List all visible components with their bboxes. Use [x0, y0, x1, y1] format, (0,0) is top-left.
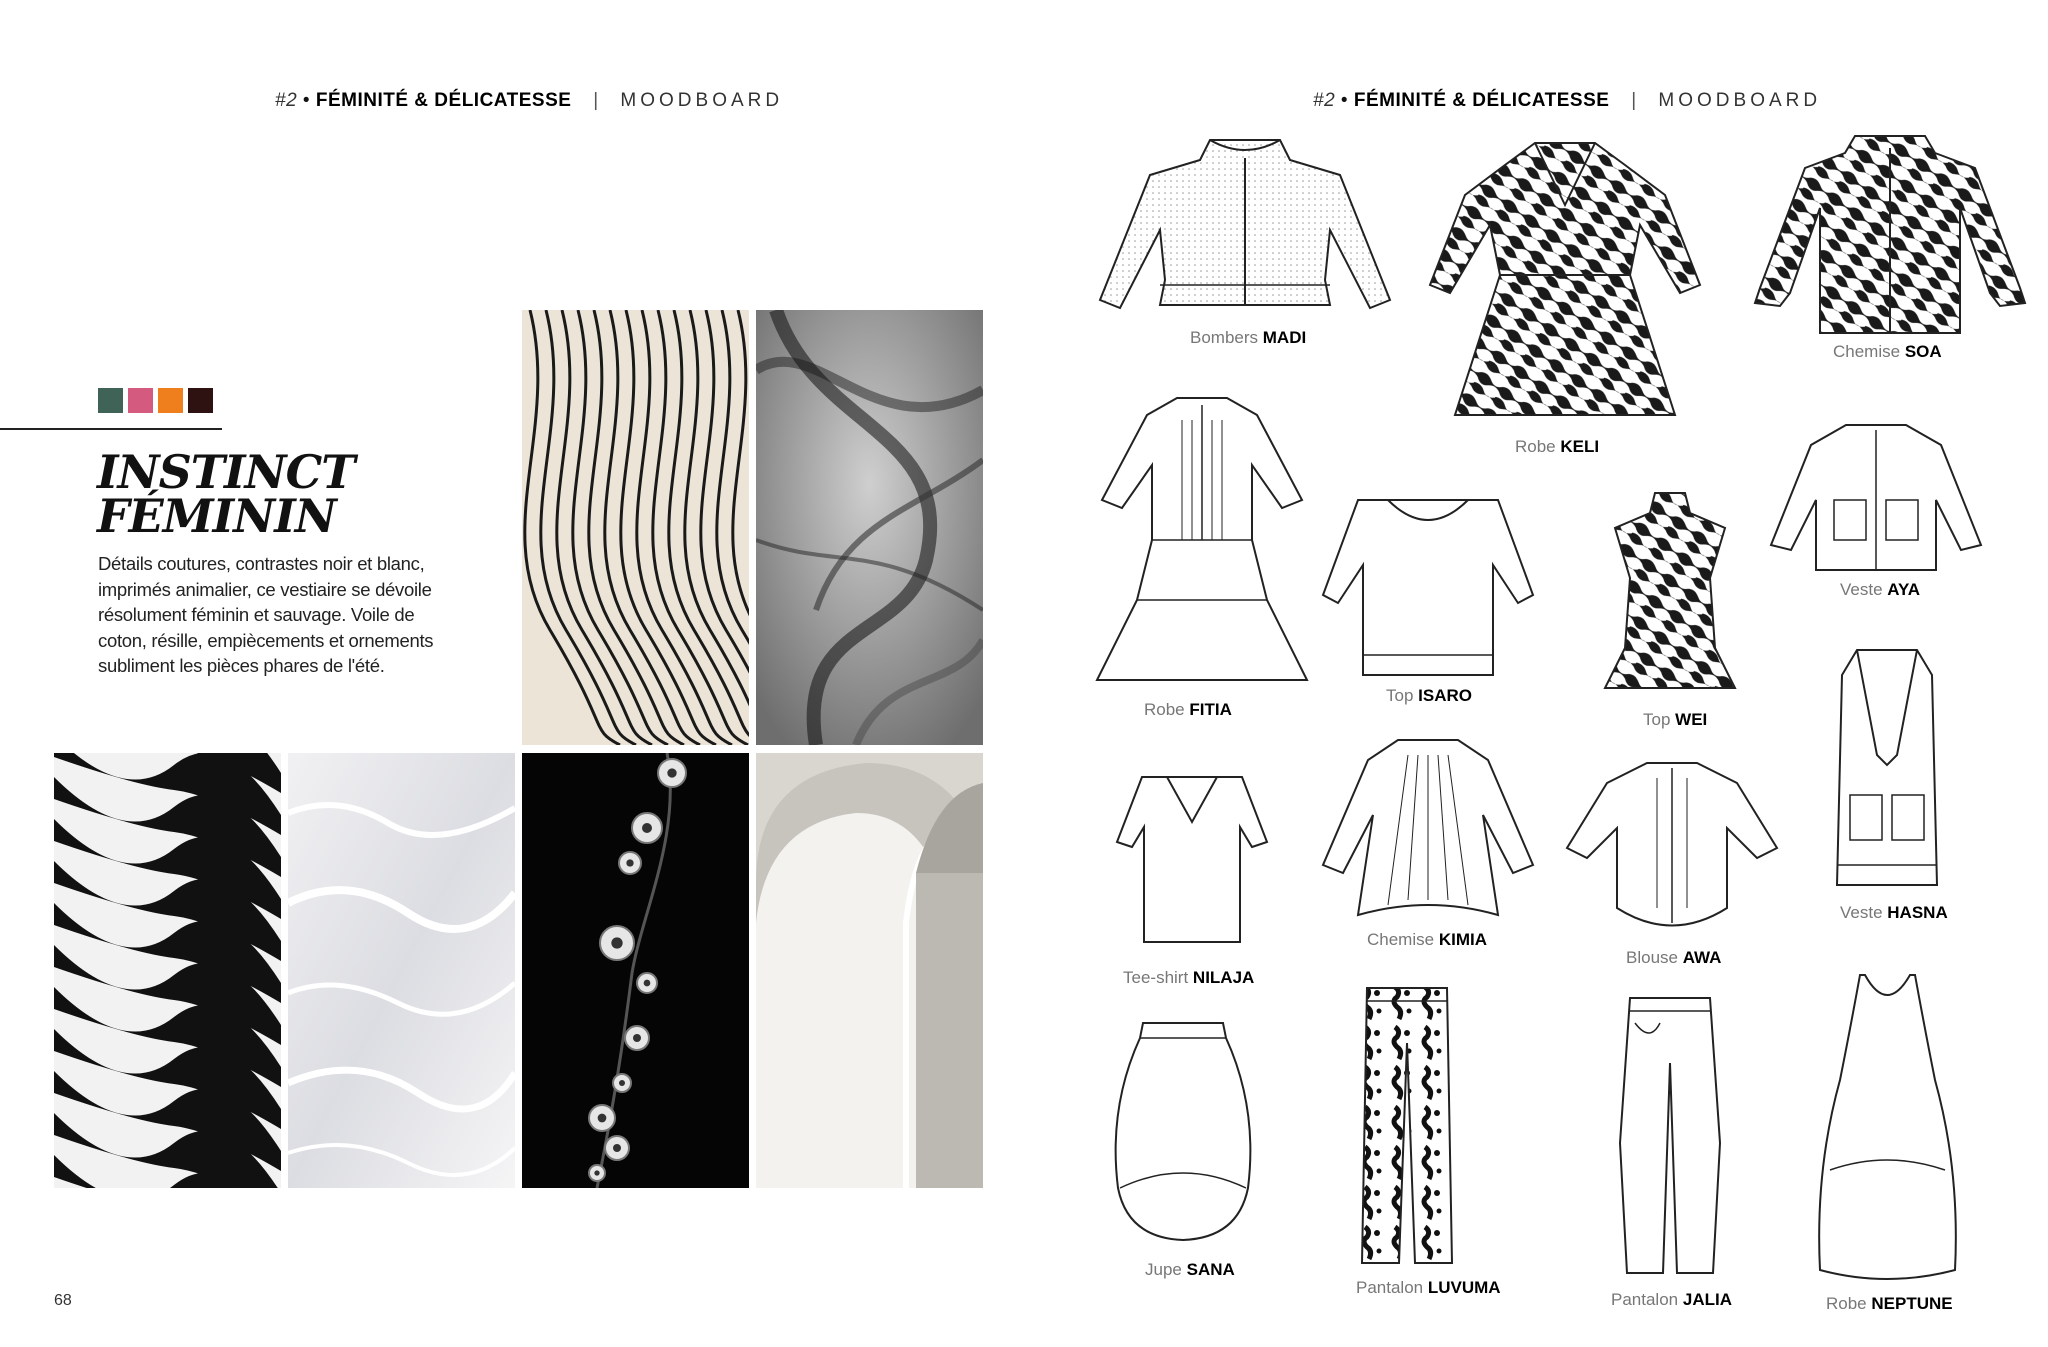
garment-robe-neptune: [1815, 970, 1960, 1285]
color-swatch: [188, 388, 213, 413]
description-text: Détails coutures, contrastes noir et blanc, imprimés animalier, ce vestiaire se dévoile résolument féminin et sauvage. Voile de coton, résille, empiècements et ornements subliment les pièces phares de l'été.: [98, 553, 434, 676]
garment-bombers-madi: [1090, 130, 1400, 320]
divider-line: [0, 428, 222, 430]
garment-robe-fitia: [1092, 390, 1312, 690]
garment-top-wei: [1600, 488, 1740, 693]
header-bullet: •: [1340, 90, 1349, 111]
moodboard-arch-image: [756, 753, 983, 1188]
garment-name: HASNA: [1887, 903, 1948, 922]
garment-chemise-kimia: [1318, 735, 1538, 925]
page-title: [97, 445, 355, 543]
caption-neptune: [1826, 1294, 1953, 1314]
garment-pantalon-jalia: [1615, 993, 1725, 1278]
garment-teeshirt-nilaja: [1112, 772, 1272, 947]
caption-kimia: [1367, 930, 1487, 950]
garment-robe-keli: [1425, 135, 1705, 425]
caption-hasna: [1840, 903, 1948, 923]
garment-name: AYA: [1887, 580, 1921, 599]
garment-name: KELI: [1560, 437, 1600, 456]
title-line-1: INSTINCT: [97, 445, 355, 499]
caption-luvuma: [1356, 1278, 1501, 1298]
garment-name: NILAJA: [1192, 968, 1255, 987]
caption-wei: [1643, 710, 1707, 730]
section-number: #2: [275, 90, 298, 111]
garment-name: LUVUMA: [1427, 1278, 1501, 1297]
garment-name: SANA: [1186, 1260, 1235, 1279]
caption-sana: [1145, 1260, 1235, 1280]
garment-type: Robe: [1144, 700, 1185, 719]
caption-awa: [1626, 948, 1721, 968]
header-bullet: •: [302, 90, 311, 111]
page-number: 68: [54, 1292, 72, 1309]
color-palette: [98, 388, 213, 413]
garment-type: Chemise: [1367, 930, 1435, 949]
garment-type: Robe: [1515, 437, 1556, 456]
moodboard-water-image: [288, 753, 515, 1188]
caption-keli: [1515, 437, 1599, 457]
garment-veste-aya: [1766, 420, 1986, 575]
garment-blouse-awa: [1562, 758, 1782, 943]
header-separator: |: [1631, 90, 1637, 111]
caption-nilaja: [1123, 968, 1254, 988]
title-line-2: FÉMININ: [97, 489, 336, 543]
moodboard-flower-image: [522, 753, 749, 1188]
moodboard-stripes-image: [522, 310, 749, 745]
caption-jalia: [1611, 1290, 1732, 1310]
caption-fitia: [1144, 700, 1232, 720]
garment-name: FITIA: [1189, 700, 1232, 719]
garment-type: Veste: [1840, 580, 1883, 599]
garment-type: Chemise: [1833, 342, 1901, 361]
garment-type: Robe: [1826, 1294, 1867, 1313]
moodboard-zebra-image: [54, 753, 281, 1188]
color-swatch: [98, 388, 123, 413]
right-page-header: [1313, 90, 1821, 112]
header-label: MOODBOARD: [620, 90, 784, 111]
section-title: FÉMINITÉ & DÉLICATESSE: [315, 90, 572, 111]
garment-type: Bombers: [1190, 328, 1259, 347]
garment-top-isaro: [1318, 495, 1538, 680]
garment-veste-hasna: [1822, 645, 1952, 895]
garment-chemise-soa: [1750, 128, 2030, 338]
garment-type: Tee-shirt: [1123, 968, 1189, 987]
caption-isaro: [1386, 686, 1472, 706]
garment-name: SOA: [1904, 342, 1942, 361]
header-label: MOODBOARD: [1658, 90, 1822, 111]
left-page-header: [275, 90, 783, 112]
garment-name: MADI: [1262, 328, 1307, 347]
garment-type: Pantalon: [1611, 1290, 1679, 1309]
header-separator: |: [593, 90, 599, 111]
color-swatch: [158, 388, 183, 413]
garment-name: JALIA: [1682, 1290, 1732, 1309]
garment-type: Jupe: [1145, 1260, 1182, 1279]
moodboard-smoke-image: [756, 310, 983, 745]
garment-name: AWA: [1682, 948, 1722, 967]
caption-soa: [1833, 342, 1942, 362]
garment-jupe-sana: [1108, 1018, 1258, 1248]
garment-type: Top: [1386, 686, 1414, 705]
garment-pantalon-luvuma: [1357, 983, 1457, 1268]
section-number: #2: [1313, 90, 1336, 111]
garment-name: KIMIA: [1438, 930, 1487, 949]
garment-name: NEPTUNE: [1871, 1294, 1953, 1313]
garment-name: WEI: [1675, 710, 1708, 729]
caption-madi: [1190, 328, 1306, 348]
section-title: FÉMINITÉ & DÉLICATESSE: [1353, 90, 1610, 111]
garment-name: ISARO: [1418, 686, 1472, 705]
garment-type: Blouse: [1626, 948, 1678, 967]
caption-aya: [1840, 580, 1920, 600]
garment-type: Veste: [1840, 903, 1883, 922]
garment-type: Top: [1643, 710, 1671, 729]
garment-type: Pantalon: [1356, 1278, 1424, 1297]
color-swatch: [128, 388, 153, 413]
